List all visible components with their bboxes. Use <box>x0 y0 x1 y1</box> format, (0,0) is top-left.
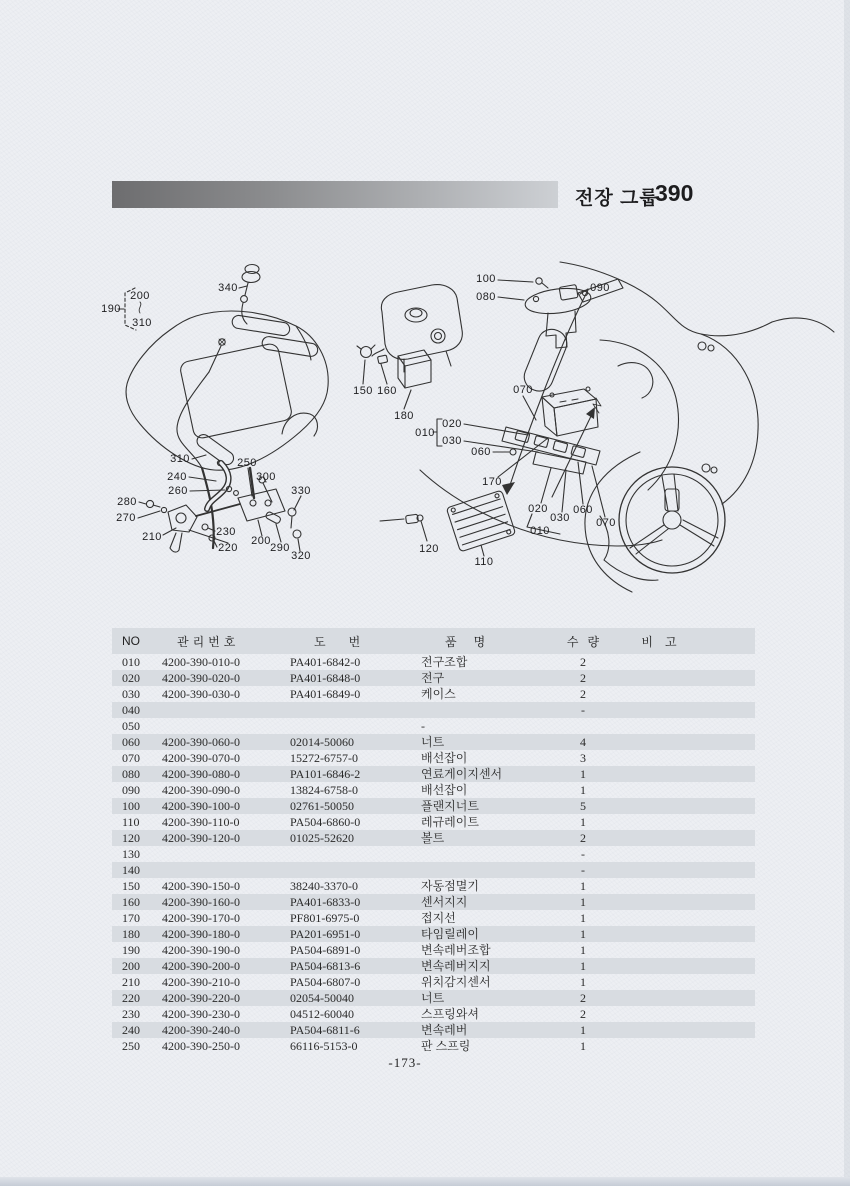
cell-mgmt: 4200-390-010-0 <box>162 655 240 669</box>
cell-dwg: PA101-6846-2 <box>290 767 361 781</box>
callout-060: 060 <box>573 504 593 516</box>
cell-no: 010 <box>122 655 140 669</box>
callout-220: 220 <box>218 542 238 554</box>
col-header-qty: 수 량 <box>566 634 600 649</box>
cell-name: 센서지지 <box>421 895 468 909</box>
cell-dwg: PA401-6849-0 <box>290 687 361 701</box>
cell-no: 080 <box>122 767 140 781</box>
cell-name: 너트 <box>421 735 445 749</box>
cell-name: 전구조합 <box>421 655 468 669</box>
cell-dwg: 02014-50060 <box>290 735 354 749</box>
cell-mgmt: 4200-390-210-0 <box>162 975 240 989</box>
cell-name: 타임릴레이 <box>421 927 479 941</box>
table-row <box>112 926 755 942</box>
cell-name: 변속레버조합 <box>421 943 491 957</box>
table-row <box>112 686 755 702</box>
callout-020: 020 <box>442 418 462 430</box>
cell-mgmt: 4200-390-180-0 <box>162 927 240 941</box>
cell-qty: 2 <box>580 671 586 685</box>
cell-no: 090 <box>122 783 140 797</box>
table-row <box>112 1022 755 1038</box>
cell-dwg: 01025-52620 <box>290 831 354 845</box>
cell-mgmt: 4200-390-220-0 <box>162 991 240 1005</box>
callout-290: 290 <box>270 542 290 554</box>
cell-qty: 2 <box>580 831 586 845</box>
callout-160: 160 <box>377 385 397 397</box>
cell-no: 100 <box>122 799 140 813</box>
table-row <box>112 942 755 958</box>
callout-100: 100 <box>476 273 496 285</box>
cell-name: 케이스 <box>421 687 456 701</box>
cell-name: 판 스프링 <box>421 1039 471 1053</box>
cell-dwg: 15272-6757-0 <box>290 751 358 765</box>
cell-name: 접지선 <box>421 911 456 925</box>
cell-dwg: 02761-50050 <box>290 799 354 813</box>
table-row <box>112 910 755 926</box>
callout-200: 200 <box>130 290 150 302</box>
cell-qty: 1 <box>580 767 586 781</box>
callout-030: 030 <box>442 435 462 447</box>
cell-name: 레규레이트 <box>421 815 479 829</box>
cell-no: 060 <box>122 735 140 749</box>
parts-table-body <box>112 654 755 1054</box>
section-title: 전장 그룹 <box>575 188 659 209</box>
cell-no: 250 <box>122 1039 140 1053</box>
table-row <box>112 814 755 830</box>
cell-qty: 1 <box>580 815 586 829</box>
table-row <box>112 1006 755 1022</box>
cell-qty: 2 <box>580 1007 586 1021</box>
cell-no: 140 <box>122 863 140 877</box>
callout-030: 030 <box>550 512 570 524</box>
callout-020: 020 <box>528 503 548 515</box>
table-row <box>112 670 755 686</box>
table-row <box>112 654 755 670</box>
table-row <box>112 878 755 894</box>
cell-qty: 1 <box>580 943 586 957</box>
cell-no: 020 <box>122 671 140 685</box>
cell-dwg: PA504-6807-0 <box>290 975 361 989</box>
callout-070: 070 <box>513 384 533 396</box>
cell-mgmt: 4200-390-060-0 <box>162 735 240 749</box>
cell-qty: 1 <box>580 927 586 941</box>
scan-edge-bottom <box>0 1177 850 1186</box>
callout-240: 240 <box>167 471 187 483</box>
callout-310: 310 <box>132 317 152 329</box>
cell-name: 배선잡이 <box>421 783 468 797</box>
cell-qty: 1 <box>580 959 586 973</box>
cell-dwg: 38240-3370-0 <box>290 879 358 893</box>
cell-no: 050 <box>122 719 140 733</box>
cell-no: 040 <box>122 703 140 717</box>
cell-no: 170 <box>122 911 140 925</box>
scan-edge-right <box>844 0 850 1186</box>
callout-090: 090 <box>590 282 610 294</box>
cell-no: 150 <box>122 879 140 893</box>
parts-table <box>112 628 755 1054</box>
callout-150: 150 <box>353 385 373 397</box>
cell-qty: - <box>581 863 585 877</box>
cell-mgmt: 4200-390-100-0 <box>162 799 240 813</box>
callout-340: 340 <box>218 282 238 294</box>
cell-dwg: PA504-6860-0 <box>290 815 361 829</box>
callout-110: 110 <box>474 556 494 568</box>
cell-name: 플랜지너트 <box>421 799 479 813</box>
cell-dwg: PA401-6848-0 <box>290 671 361 685</box>
cell-no: 070 <box>122 751 140 765</box>
cell-dwg: PA504-6811-6 <box>290 1023 360 1037</box>
callout-280: 280 <box>117 496 137 508</box>
cell-mgmt: 4200-390-090-0 <box>162 783 240 797</box>
cell-dwg: PF801-6975-0 <box>290 911 360 925</box>
cell-qty: - <box>581 703 585 717</box>
cell-no: 030 <box>122 687 140 701</box>
col-header-note: 비 고 <box>641 634 677 649</box>
table-row <box>112 766 755 782</box>
table-row <box>112 750 755 766</box>
cell-mgmt: 4200-390-150-0 <box>162 879 240 893</box>
cell-mgmt: 4200-390-240-0 <box>162 1023 240 1037</box>
callout-300: 300 <box>256 471 276 483</box>
cell-qty: 1 <box>580 1039 586 1053</box>
cell-name: 볼트 <box>421 831 445 845</box>
callout-320: 320 <box>291 550 311 562</box>
cell-name: 변속레버 <box>421 1023 468 1037</box>
cell-mgmt: 4200-390-230-0 <box>162 1007 240 1021</box>
table-row <box>112 702 755 718</box>
table-row <box>112 862 755 878</box>
cell-no: 200 <box>122 959 140 973</box>
cell-qty: 1 <box>580 783 586 797</box>
col-header-mgmt: 관리번호 <box>177 634 240 649</box>
cell-mgmt: 4200-390-120-0 <box>162 831 240 845</box>
cell-no: 220 <box>122 991 140 1005</box>
table-row <box>112 846 755 862</box>
cell-qty: 1 <box>580 895 586 909</box>
callout-120: 120 <box>419 543 439 555</box>
col-header-name: 품 명 <box>445 634 486 649</box>
cell-name: 스프링와셔 <box>421 1007 479 1021</box>
cell-dwg: 66116-5153-0 <box>290 1039 358 1053</box>
table-row <box>112 990 755 1006</box>
cell-no: 230 <box>122 1007 140 1021</box>
cell-mgmt: 4200-390-110-0 <box>162 815 240 829</box>
cell-mgmt: 4200-390-170-0 <box>162 911 240 925</box>
callout-270: 270 <box>116 512 136 524</box>
callout-070: 070 <box>596 517 616 529</box>
cell-mgmt: 4200-390-250-0 <box>162 1039 240 1053</box>
callout-330: 330 <box>291 485 311 497</box>
cell-mgmt: 4200-390-190-0 <box>162 943 240 957</box>
cell-dwg: PA401-6842-0 <box>290 655 361 669</box>
cell-no: 210 <box>122 975 140 989</box>
cell-mgmt: 4200-390-160-0 <box>162 895 240 909</box>
cell-dwg: PA401-6833-0 <box>290 895 361 909</box>
cell-qty: 1 <box>580 1023 586 1037</box>
cell-no: 120 <box>122 831 140 845</box>
table-row <box>112 1038 755 1054</box>
cell-mgmt: 4200-390-080-0 <box>162 767 240 781</box>
cell-no: 240 <box>122 1023 140 1037</box>
cell-qty: 2 <box>580 655 586 669</box>
callout-080: 080 <box>476 291 496 303</box>
cell-no: 130 <box>122 847 140 861</box>
cell-mgmt: 4200-390-030-0 <box>162 687 240 701</box>
callout-170: 170 <box>482 476 502 488</box>
cell-no: 190 <box>122 943 140 957</box>
cell-dwg: 04512-60040 <box>290 1007 354 1021</box>
cell-qty: 4 <box>580 735 586 749</box>
section-gradient-bar <box>112 181 558 208</box>
col-header-no: NO <box>122 634 140 648</box>
col-header-dwg: 도 번 <box>314 634 361 649</box>
cell-qty: 2 <box>580 991 586 1005</box>
callout-260: 260 <box>168 485 188 497</box>
parts-table-header <box>112 628 755 654</box>
callout-210: 210 <box>142 531 162 543</box>
cell-name: - <box>421 719 425 733</box>
cell-dwg: PA504-6813-6 <box>290 959 361 973</box>
cell-mgmt: 4200-390-200-0 <box>162 959 240 973</box>
callout-010: 010 <box>530 525 550 537</box>
cell-name: 너트 <box>421 991 445 1005</box>
callout-230: 230 <box>216 526 236 538</box>
callout-200: 200 <box>251 535 271 547</box>
cell-qty: 1 <box>580 879 586 893</box>
cell-mgmt: 4200-390-020-0 <box>162 671 240 685</box>
cell-no: 160 <box>122 895 140 909</box>
callout-190: 190 <box>101 303 121 315</box>
cell-mgmt: 4200-390-070-0 <box>162 751 240 765</box>
callout-180: 180 <box>394 410 414 422</box>
cell-qty: 3 <box>580 751 586 765</box>
table-row <box>112 958 755 974</box>
callout-010: 010 <box>415 427 435 439</box>
cell-dwg: PA504-6891-0 <box>290 943 361 957</box>
callout-250: 250 <box>237 457 257 469</box>
table-row <box>112 894 755 910</box>
cell-name: 변속레버지지 <box>421 959 491 973</box>
table-row <box>112 782 755 798</box>
page-number: -173- <box>388 1055 422 1070</box>
cell-name: 연료게이지센서 <box>421 767 503 781</box>
cell-dwg: 13824-6758-0 <box>290 783 358 797</box>
cell-name: 전구 <box>421 671 445 685</box>
cell-name: 위치감지센서 <box>421 975 491 989</box>
table-row <box>112 798 755 814</box>
cell-qty: 2 <box>580 687 586 701</box>
cell-qty: 5 <box>580 799 586 813</box>
table-row <box>112 718 755 734</box>
callout-310: 310 <box>170 453 190 465</box>
cell-name: 자동점멸기 <box>421 879 479 893</box>
table-row <box>112 974 755 990</box>
cell-dwg: 02054-50040 <box>290 991 354 1005</box>
table-row <box>112 830 755 846</box>
section-number: 390 <box>655 180 694 206</box>
cell-name: 배선잡이 <box>421 751 468 765</box>
cell-qty: - <box>581 847 585 861</box>
cell-no: 180 <box>122 927 140 941</box>
cell-qty: 1 <box>580 911 586 925</box>
cell-dwg: PA201-6951-0 <box>290 927 361 941</box>
callout-060: 060 <box>471 446 491 458</box>
cell-qty: 1 <box>580 975 586 989</box>
table-row <box>112 734 755 750</box>
cell-no: 110 <box>122 815 140 829</box>
